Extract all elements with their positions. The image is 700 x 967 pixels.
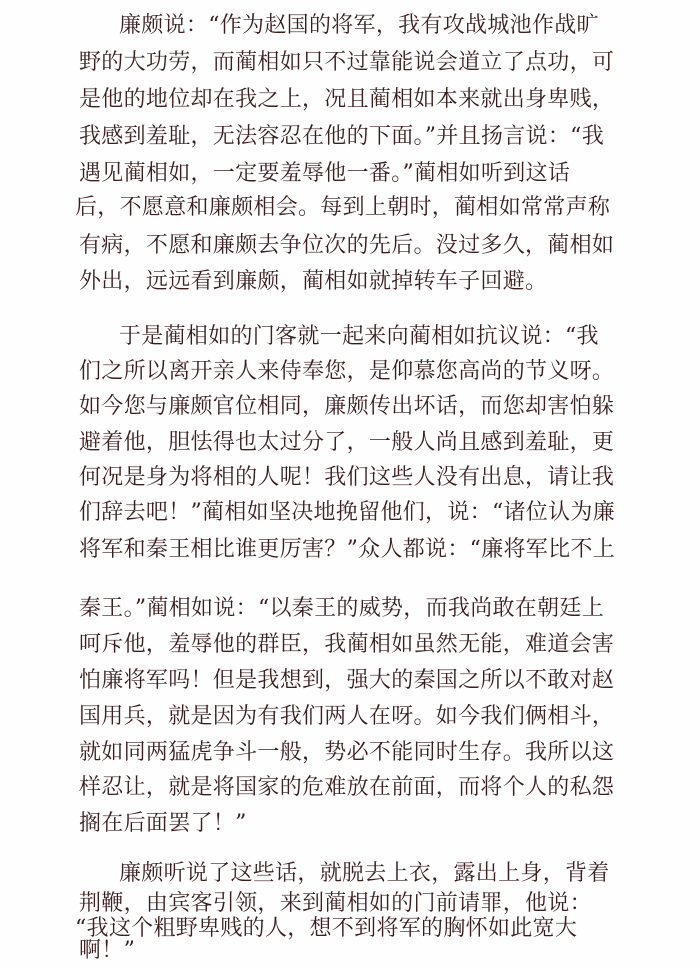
- paragraph-2-line-7: 将军和秦王相比谁更厉害？”众人都说：“廉将军比不上: [79, 537, 615, 562]
- paragraph-2-line-12: 就如同两猛虎争斗一般，势必不能同时生存。我所以这: [79, 740, 615, 765]
- paragraph-2-line-3: 如今您与廉颇官位相同，廉颇传出坏话，而您却害怕躲: [79, 394, 615, 419]
- paragraph-3-line-2: 荆鞭，由宾客引领，来到蔺相如的门前请罪，他说：: [79, 891, 592, 916]
- paragraph-3-line-3: “我这个粗野卑贱的人，想不到将军的胸怀如此宽大: [75, 916, 578, 941]
- paragraph-2-line-1: 于是蔺相如的门客就一起来向蔺相如抗议说：“我: [119, 324, 599, 349]
- paragraph-2-line-8: 秦王。”蔺相如说：“以秦王的威势，而我尚敢在朝廷上: [79, 596, 604, 621]
- paragraph-1-line-8: 外出，远远看到廉颇，蔺相如就掉转车子回避。: [79, 269, 548, 294]
- paragraph-2-line-14: 搁在后面罢了！”: [79, 811, 247, 836]
- paragraph-1-line-3: 是他的地位却在我之上，况且蔺相如本来就出身卑贱，: [79, 87, 615, 112]
- paragraph-2-line-13: 样忍让，就是将国家的危难放在前面，而将个人的私怨: [79, 775, 615, 800]
- paragraph-2-line-9: 呵斥他，羞辱他的群臣，我蔺相如虽然无能，难道会害: [79, 632, 615, 657]
- paragraph-1-line-4: 我感到羞耻，无法容忍在他的下面。”并且扬言说：“我: [79, 124, 604, 149]
- paragraph-3-line-1: 廉颇听说了这些话，就脱去上衣，露出上身，背着: [119, 861, 610, 886]
- paragraph-2-line-4: 避着他，胆怯得也太过分了，一般人尚且感到羞耻，更: [79, 430, 615, 455]
- paragraph-2-line-5: 何况是身为将相的人呢！我们这些人没有出息，请让我: [79, 465, 615, 490]
- paragraph-2-line-2: 们之所以离开亲人来侍奉您，是仰慕您高尚的节义呀。: [79, 359, 615, 384]
- paragraph-1-line-5: 遇见蔺相如，一定要羞辱他一番。”蔺相如听到这话: [79, 161, 571, 186]
- paragraph-2-line-6: 们辞去吧！”蔺相如坚决地挽留他们，说：“诸位认为廉: [79, 500, 615, 525]
- paragraph-2-line-11: 国用兵，就是因为有我们两人在呀。如今我们俩相斗，: [79, 704, 615, 729]
- paragraph-1-line-7: 有病，不愿和廉颇去争位次的先后。没过多久，蔺相如: [79, 233, 615, 258]
- paragraph-1-line-1: 廉颇说：“作为赵国的将军，我有攻战城池作战旷: [119, 13, 599, 38]
- paragraph-1-line-2: 野的大功劳，而蔺相如只不过靠能说会道立了点功，可: [79, 50, 615, 75]
- paragraph-2-line-10: 怕廉将军吗！但是我想到，强大的秦国之所以不敢对赵: [79, 668, 615, 693]
- paragraph-1-line-6: 后，不愿意和廉颇相会。每到上朝时，蔺相如常常声称: [75, 195, 611, 220]
- paragraph-3-line-4: 啊！”: [79, 938, 136, 963]
